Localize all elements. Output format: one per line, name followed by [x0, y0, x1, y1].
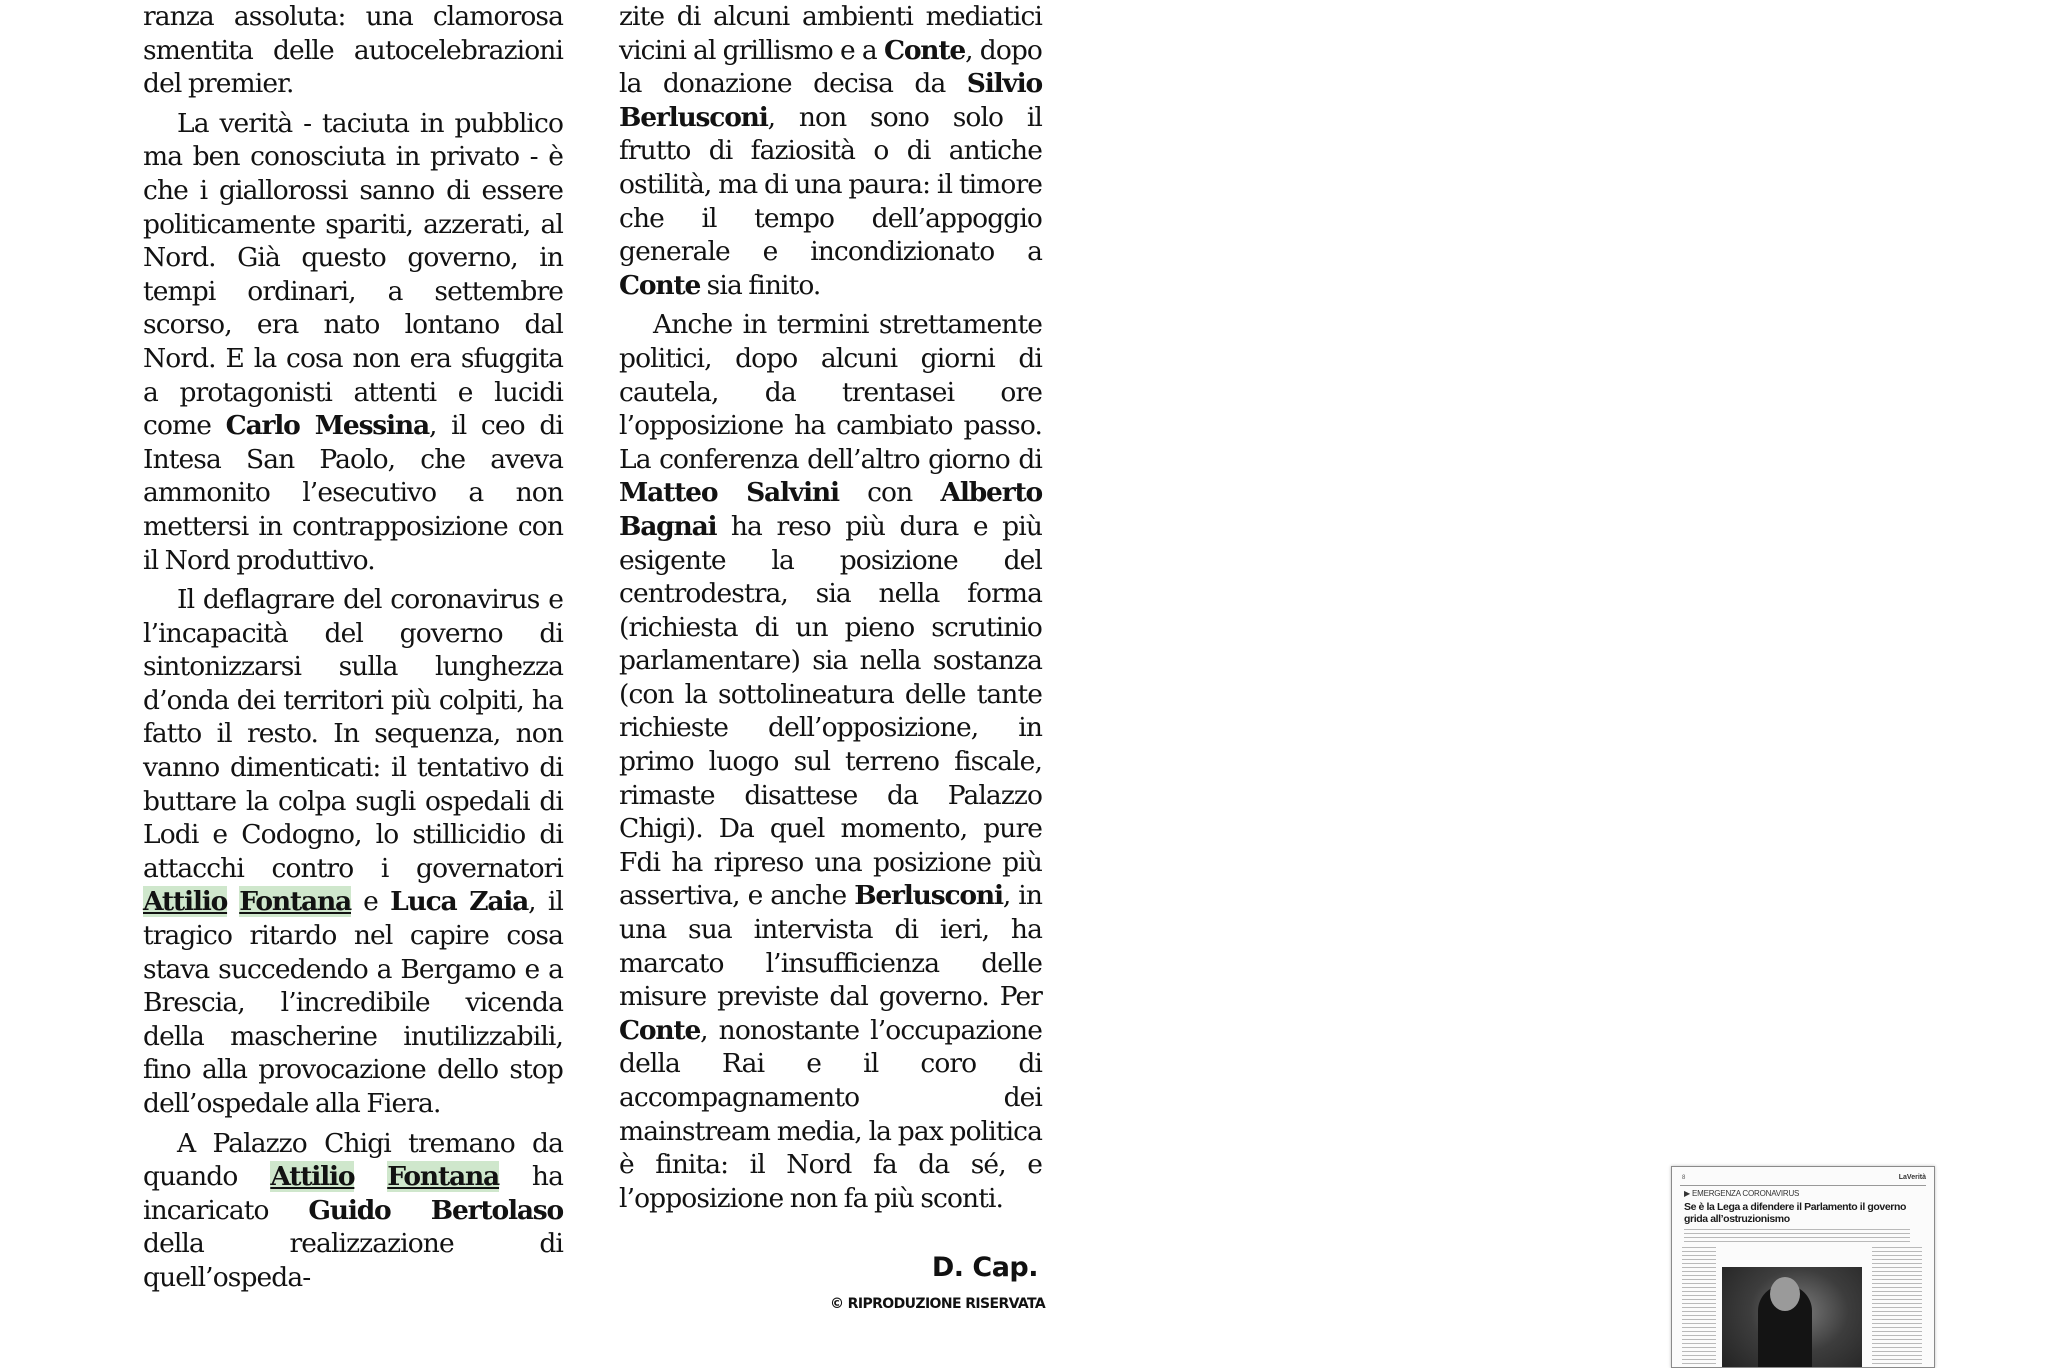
- highlighted-name[interactable]: Fontana: [387, 1161, 500, 1193]
- paragraph-6: [619, 308, 1042, 1215]
- highlighted-name[interactable]: Attilio: [143, 886, 228, 918]
- article-column-2: [619, 0, 1042, 1221]
- paragraph-text: , in una sua intervista di ieri, ha marcato l’insufficienza delle misure previste dal governo. Per: [619, 880, 1043, 1013]
- person-name: Alberto Bagnai: [619, 477, 1042, 542]
- highlighted-name[interactable]: Fontana: [239, 886, 351, 918]
- paragraph-2: [143, 107, 563, 577]
- copyright-notice: © RIPRODUZIONE RISERVATA: [830, 1296, 1046, 1312]
- person-name: Luca Zaia: [390, 886, 529, 918]
- thumbnail-masthead: LaVerità: [1898, 1174, 1926, 1181]
- paragraph-text: ha incaricato: [143, 1161, 563, 1226]
- thumbnail-section: ▶ EMERGENZA CORONAVIRUS: [1684, 1189, 1800, 1198]
- person-name: Conte: [619, 269, 701, 301]
- paragraph-text: La verità - taciuta in pubblico ma ben conosciuta in privato - è che i giallorossi sanno di essere politicamente spariti, azzerati, al Nord. Già questo governo, in tempi ordinari, a settembre scorso, era nato lontano dal Nord. E la cosa non era sfuggita a protagonisti attenti e lucidi come: [143, 107, 563, 442]
- thumbnail-page-number: 8: [1682, 1175, 1686, 1181]
- paragraph-text: zite di alcuni ambienti mediatici vicini al grillismo e a: [619, 1, 1042, 66]
- thumbnail-text-block: [1682, 1247, 1716, 1367]
- thumbnail-headline: Se è la Lega a difendere il Parlamento il governo grida all’ostruzionismo: [1684, 1201, 1906, 1225]
- paragraph-text: ha reso più dura e più esigente la posizione del centrodestra, sia nella forma (richiesta di un pieno scrutinio parlamentare) sia nella sostanza (con la sottolineatura delle tante richieste dell’opposizione, in primo luogo sul terreno fiscale, rimaste disattese da Palazzo Chigi). Da quel momento, pure Fdi ha ripreso una posizione più assertiva, e anche: [619, 510, 1042, 912]
- paragraph-text: , dopo la donazione decisa da: [619, 34, 1042, 100]
- paragraph-3: [143, 583, 563, 1121]
- thumbnail-text-block: [1684, 1229, 1910, 1243]
- person-name: Matteo Salvini: [619, 477, 839, 509]
- paragraph-text: sia finito.: [700, 269, 821, 301]
- person-name: Silvio Berlusconi: [619, 68, 1042, 133]
- paragraph-text: ranza assoluta: una clamorosa smentita delle autocelebrazioni del premier.: [143, 1, 563, 100]
- page-thumbnail[interactable]: [1671, 1166, 1935, 1368]
- author-signature: D. Cap.: [931, 1252, 1038, 1283]
- person-name: Berlusconi: [854, 880, 1003, 912]
- paragraph-text: con: [838, 477, 941, 509]
- thumbnail-photo-face: [1770, 1277, 1800, 1311]
- paragraph-text: della realizzazione di quell’ospeda-: [143, 1228, 563, 1293]
- paragraph-text: A Palazzo Chigi tremano da quando: [143, 1127, 563, 1193]
- highlighted-name[interactable]: Attilio: [270, 1161, 355, 1193]
- thumbnail-text-block: [1872, 1247, 1922, 1367]
- person-name: Carlo Messina: [225, 410, 429, 442]
- paragraph-text: , il tragico ritardo nel capire cosa stava succedendo a Bergamo e a Brescia, l’incredibile vicenda della mascherine inutilizzabili, fino alla provocazione dello stop dell’ospedale alla Fiera.: [143, 886, 563, 1119]
- paragraph-5: [619, 0, 1042, 302]
- paragraph-text: , non sono solo il frutto di faziosità o di antiche ostilità, ma di una paura: il timore che il tempo dell’appoggio generale e incondizionato a: [619, 101, 1042, 268]
- person-name: Conte: [883, 34, 966, 66]
- paragraph-text: , il ceo di Intesa San Paolo, che aveva ammonito l’esecutivo a non mettersi in contrapposizione con il Nord produttivo.: [143, 410, 563, 576]
- paragraph-text: , nonostante l’occupazione della Rai e il coro di accompagnamento dei mainstream media, la pax politica è finita: il Nord fa da sé, e l’opposizione non fa più sconti.: [619, 1014, 1042, 1214]
- article-column-1: [143, 0, 563, 1301]
- paragraph-text: Anche in termini strettamente politici, dopo alcuni giorni di cautela, da trentasei ore l’opposizione ha cambiato passo. La conferenza dell’altro giorno di: [619, 309, 1042, 475]
- thumbnail-rule: [1680, 1185, 1926, 1186]
- person-name: Conte: [619, 1014, 701, 1046]
- paragraph-1: [143, 0, 563, 101]
- paragraph-4: [143, 1127, 563, 1295]
- paragraph-text: e: [351, 886, 391, 918]
- person-name: Guido Bertolaso: [308, 1194, 563, 1226]
- paragraph-text: Il deflagrare del coronavirus e l’incapacità del governo di sintonizzarsi sulla lunghezza d’onda dei territori più colpiti, ha fatto il resto. In sequenza, non vanno dimenticati: il tentativo di buttare la colpa sugli ospedali di Lodi e Codogno, lo stillicidio di attacchi contro i governatori: [143, 584, 563, 884]
